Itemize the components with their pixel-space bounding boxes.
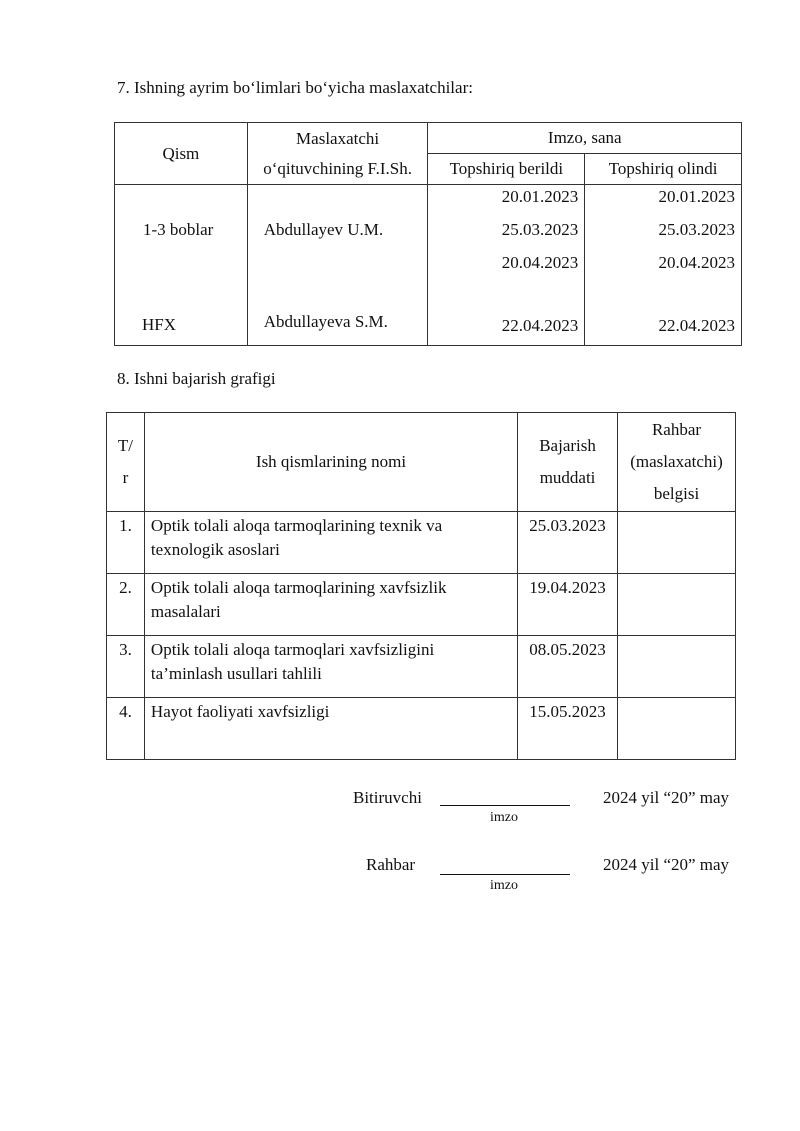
header-qism: Qism [115,123,248,185]
row-name [144,636,517,698]
maslaxatchi-cell [247,185,428,346]
row-number: 2. [107,574,145,636]
header-muddat-line2: muddati [539,468,596,487]
consultants-table [114,122,742,346]
signature-sub-supervisor: imzo [490,878,518,893]
qism-cell [115,185,248,346]
maslaxatchi-row-1: Abdullayev U.M. [263,220,384,239]
berildi-date-4: 22.04.2023 [501,316,579,335]
header-tr [107,413,145,512]
olindi-date-4: 22.04.2023 [658,316,735,335]
row-number: 4. [107,698,145,760]
section-8-heading: 8. Ishni bajarish grafigi [117,369,276,388]
berildi-date-3: 20.04.2023 [501,253,579,272]
row-name [144,698,517,760]
header-maslaxatchi-line2: o‘qituvchining F.I.Sh. [263,158,412,178]
header-nomi: Ish qismlarining nomi [144,413,517,512]
header-rahbar-line2: (maslaxatchi) [630,452,723,471]
table-row [107,636,736,698]
row-number: 3. [107,636,145,698]
signature-line-supervisor [440,856,570,875]
maslaxatchi-row-2: Abdullayeva S.M. [263,312,388,331]
olindi-date-3: 20.04.2023 [658,253,735,272]
header-muddat-line1: Bajarish [539,436,596,455]
row-name-line2: masalalari [150,602,221,621]
row-name-line1: Optik tolali aloqa tarmoqlari xavfsizligini [150,640,435,659]
row-name [144,512,517,574]
signature-role-graduate: Bitiruvchi [353,788,422,807]
header-rahbar-line3: belgisi [653,484,700,503]
row-date: 25.03.2023 [518,512,618,574]
section-7-heading: 7. Ishning ayrim bo‘limlari bo‘yicha maslaxatchilar: [117,78,473,97]
olindi-cell [585,185,742,346]
olindi-date-2: 25.03.2023 [658,220,735,239]
header-tr-line1: T/ [117,436,134,455]
schedule-table [106,412,736,760]
row-mark [618,512,736,574]
row-date: 19.04.2023 [518,574,618,636]
signature-date-supervisor: 2024 yil “20” may [603,855,730,874]
row-name-line2: ta’minlash usullari tahlili [150,664,322,683]
header-maslaxatchi [247,123,428,185]
header-imzo-sana: Imzo, sana [428,123,742,154]
header-olindi: Topshiriq olindi [585,154,742,185]
row-mark [618,636,736,698]
row-name-line2: texnologik asoslari [150,540,280,559]
header-muddat [518,413,618,512]
signature-date-graduate: 2024 yil “20” may [603,788,730,807]
header-rahbar-line1: Rahbar [651,420,702,439]
row-name-line1: Hayot faoliyati xavfsizligi [150,702,330,721]
berildi-date-2: 25.03.2023 [501,220,579,239]
row-number: 1. [107,512,145,574]
row-mark [618,574,736,636]
table-row [107,574,736,636]
row-date: 08.05.2023 [518,636,618,698]
olindi-date-1: 20.01.2023 [658,187,735,206]
row-name [144,574,517,636]
header-tr-line2: r [122,468,129,487]
berildi-date-1: 20.01.2023 [501,187,579,206]
qism-row-2: HFX [142,315,177,334]
row-mark [618,698,736,760]
header-rahbar [618,413,736,512]
table-row [107,512,736,574]
signature-sub-graduate: imzo [490,810,518,825]
berildi-cell [428,185,585,346]
qism-row-1: 1-3 boblar [143,220,214,239]
header-maslaxatchi-line1: Maslaxatchi [296,128,380,148]
row-name-line1: Optik tolali aloqa tarmoqlarining texnik va [150,516,443,535]
row-name-line1: Optik tolali aloqa tarmoqlarining xavfsizlik [150,578,447,597]
header-berildi: Topshiriq berildi [428,154,585,185]
signature-line-graduate [440,787,570,806]
table-row [107,698,736,760]
signature-role-supervisor: Rahbar [366,855,416,874]
row-date: 15.05.2023 [518,698,618,760]
